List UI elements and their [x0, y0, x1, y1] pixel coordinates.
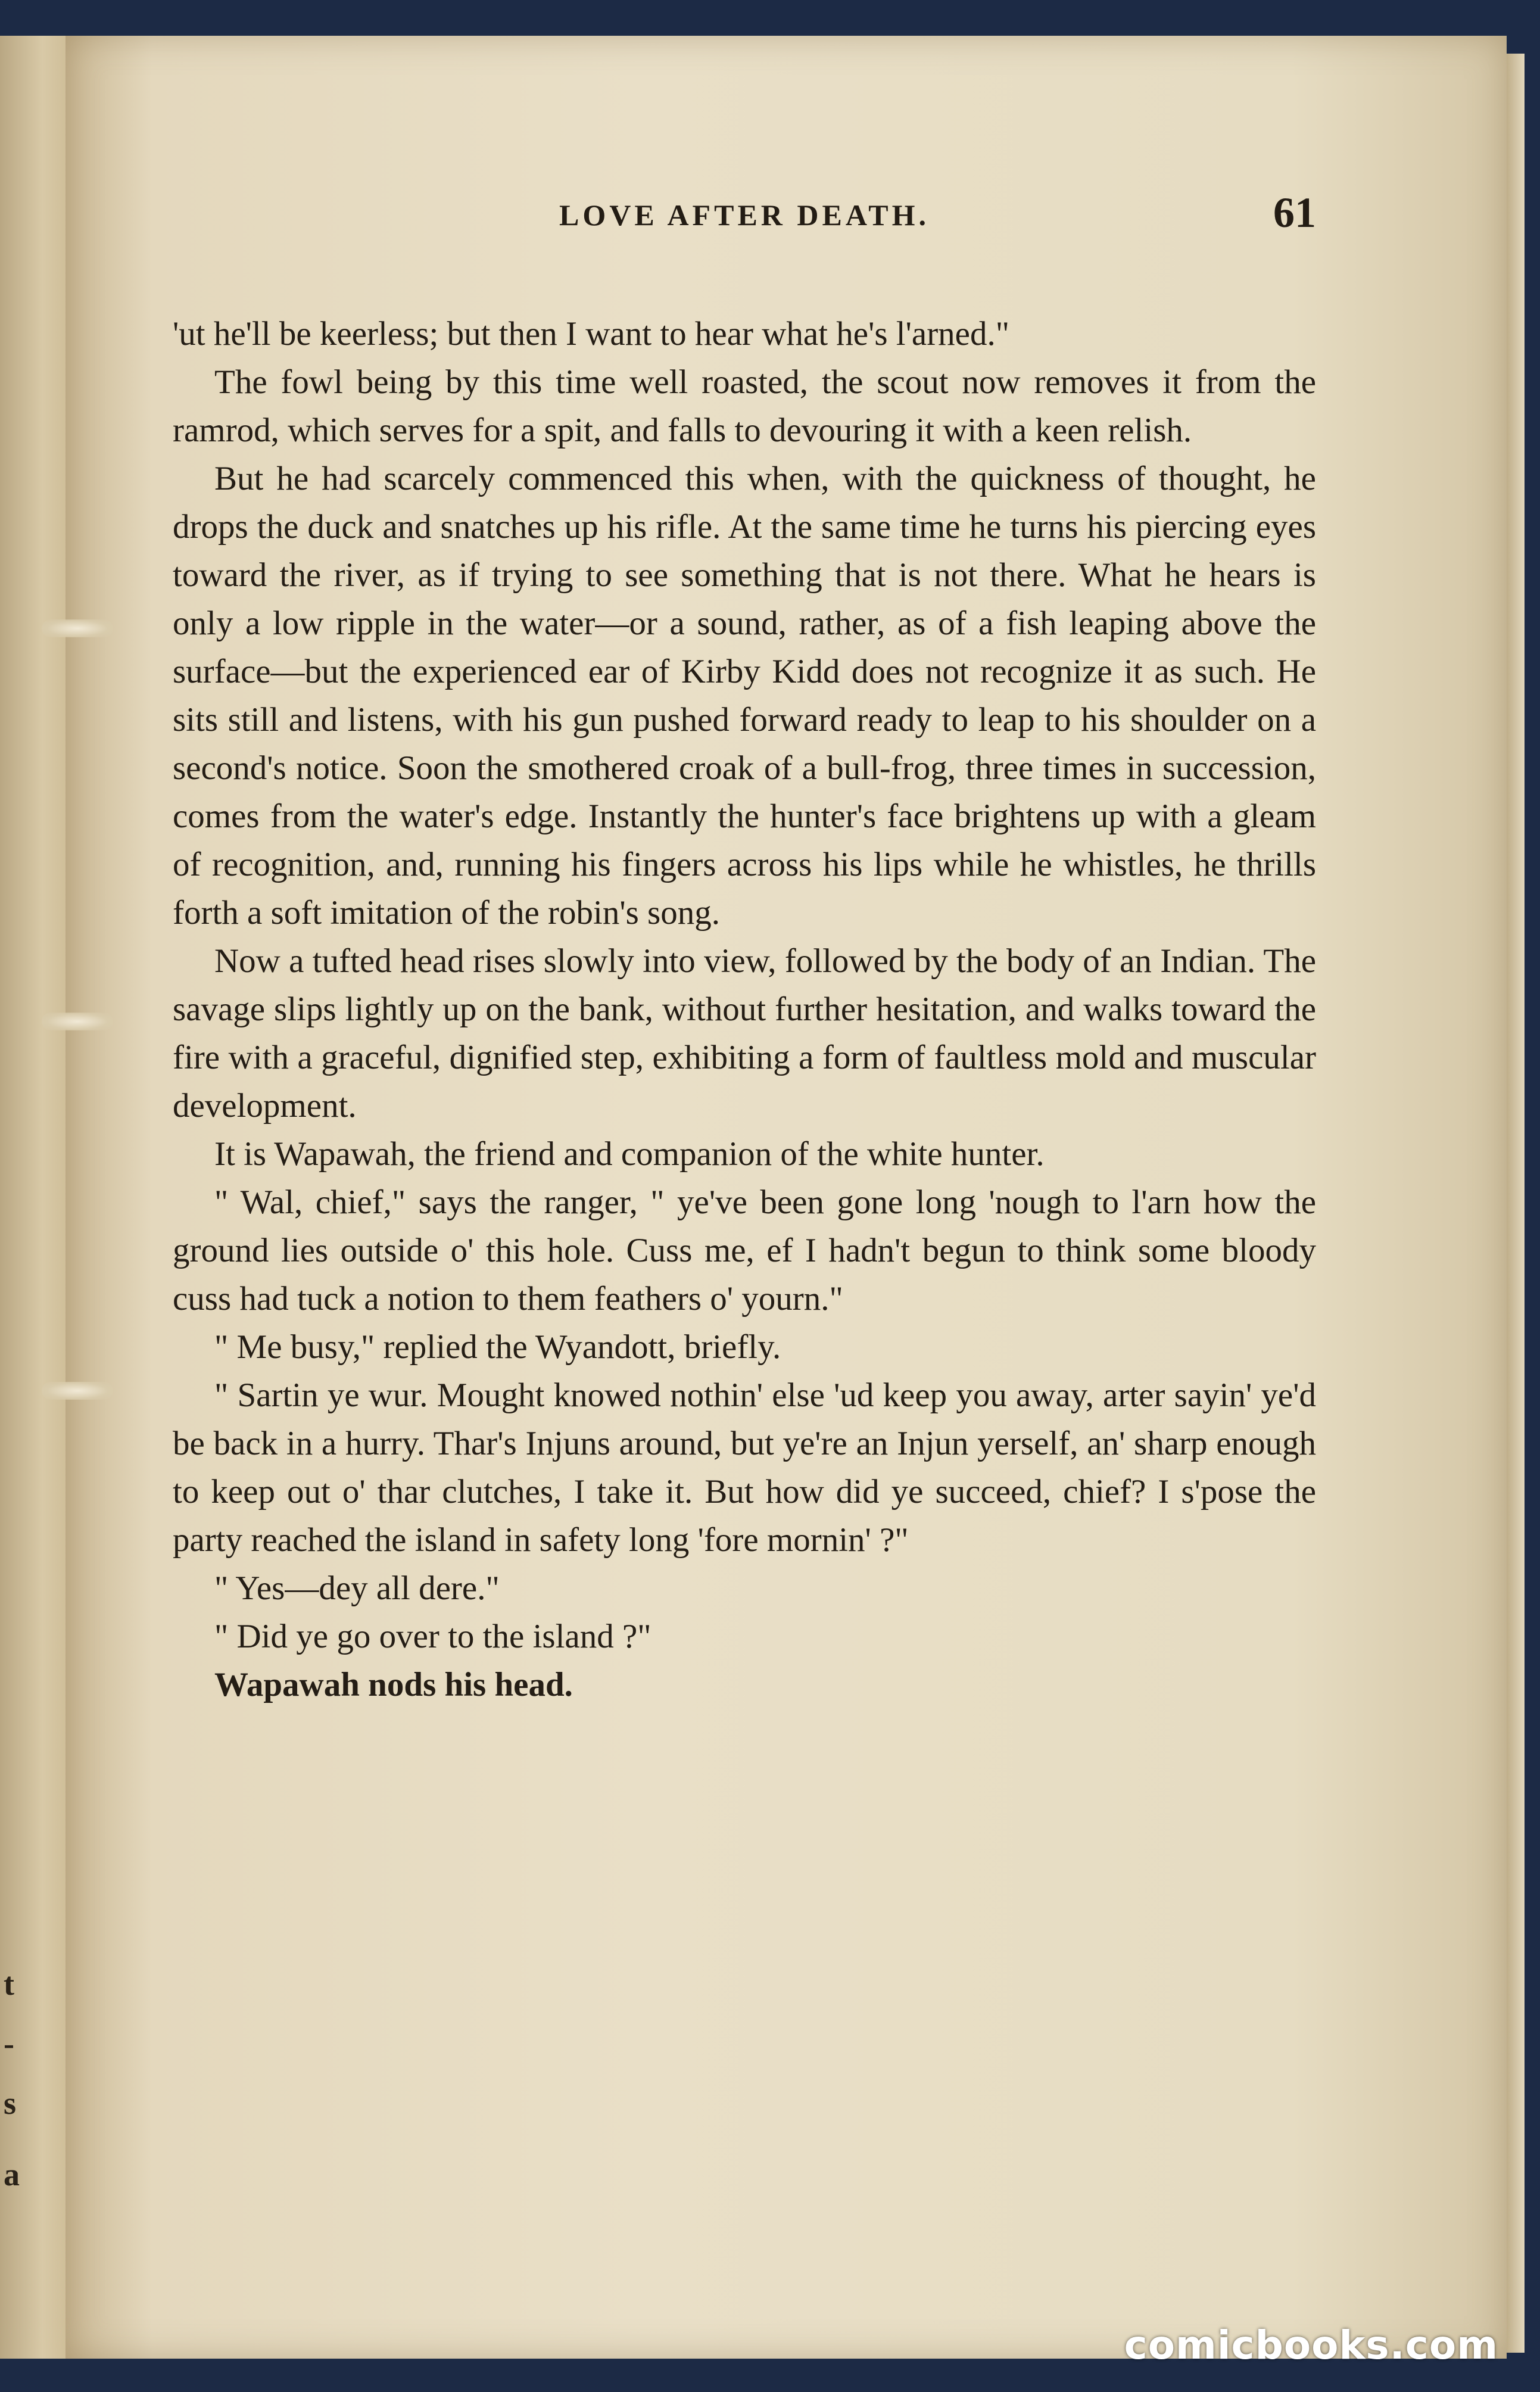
paragraph: " Sartin ye wur. Mought knowed nothin' else 'ud keep you away, arter sayin' ye'd be back in a hurry. Thar's Injuns around, but ye're an Injun yerself, an' sharp enough to keep out o' thar clutches, I take it. But how did ye succeed, chief? I s'pose the party reached the island in safety long 'fore mornin' ?" [173, 1376, 1316, 1559]
book-page [66, 36, 1507, 2359]
paragraph: But he had scarcely commenced this when, with the quickness of thought, he drops the duck and snatches up his rifle. At the same time he turns his piercing eyes toward the river, as if trying to see something that is not there. What he hears is only a low ripple in the water—or a sound, rather, as of a fish leaping above the surface—but the experienced ear of Kirby Kidd does not recognize it as such. He sits still and listens, with his gun pushed forward ready to leap to his shoulder on a second's notice. Soon the smothered croak of a bull-frog, three times in succession, comes from the water's edge. Instantly the hunter's face brightens up with a gleam of recognition, and, running his fingers across his lips while he whistles, he thrills forth a soft imitation of the robin's song. [173, 460, 1316, 932]
paragraph: Wapawah nods his head. [214, 1666, 573, 1703]
binding-hole [42, 619, 113, 637]
page-number: 61 [1273, 189, 1316, 236]
paragraph: 'ut he'll be keerless; but then I want to hear what he's l'arned." [173, 315, 1009, 353]
left-page-fragment: t [4, 1966, 14, 2002]
page-stack-edge [1507, 54, 1525, 2353]
paragraph: " Yes—dey all dere." [214, 1569, 500, 1607]
page-header [173, 185, 1316, 244]
paragraph: " Me busy," replied the Wyandott, briefly. [214, 1328, 781, 1366]
paragraph: Now a tufted head rises slowly into view, followed by the body of an Indian. The savage slips lightly up on the bank, without further hesitation, and walks toward the fire with a graceful, dignified step, exhibiting a form of faultless mold and muscular development. [173, 942, 1316, 1125]
paragraph: " Wal, chief," says the ranger, " ye've been gone long 'nough to l'arn how the ground lies outside o' this hole. Cuss me, ef I hadn't begun to think some bloody cuss had tuck a notion to them feathers o' yourn." [173, 1183, 1316, 1318]
paragraph: " Did ye go over to the island ?" [214, 1618, 651, 1655]
left-page-fragment: - [4, 2026, 14, 2061]
running-title: LOVE AFTER DEATH. [559, 198, 930, 232]
binding-thread [42, 1013, 113, 1030]
paragraph: The fowl being by this time well roasted, the scout now removes it from the ramrod, which serves for a spit, and falls to devouring it with a keen relish. [173, 363, 1316, 449]
body-text [173, 310, 1316, 1709]
watermark: comicbooks.com [1124, 2322, 1498, 2368]
left-page-fragment: a [4, 2157, 20, 2192]
paragraph: It is Wapawah, the friend and companion of the white hunter. [214, 1135, 1045, 1173]
binding-thread [42, 1382, 113, 1400]
left-page-fragment: s [4, 2085, 17, 2121]
